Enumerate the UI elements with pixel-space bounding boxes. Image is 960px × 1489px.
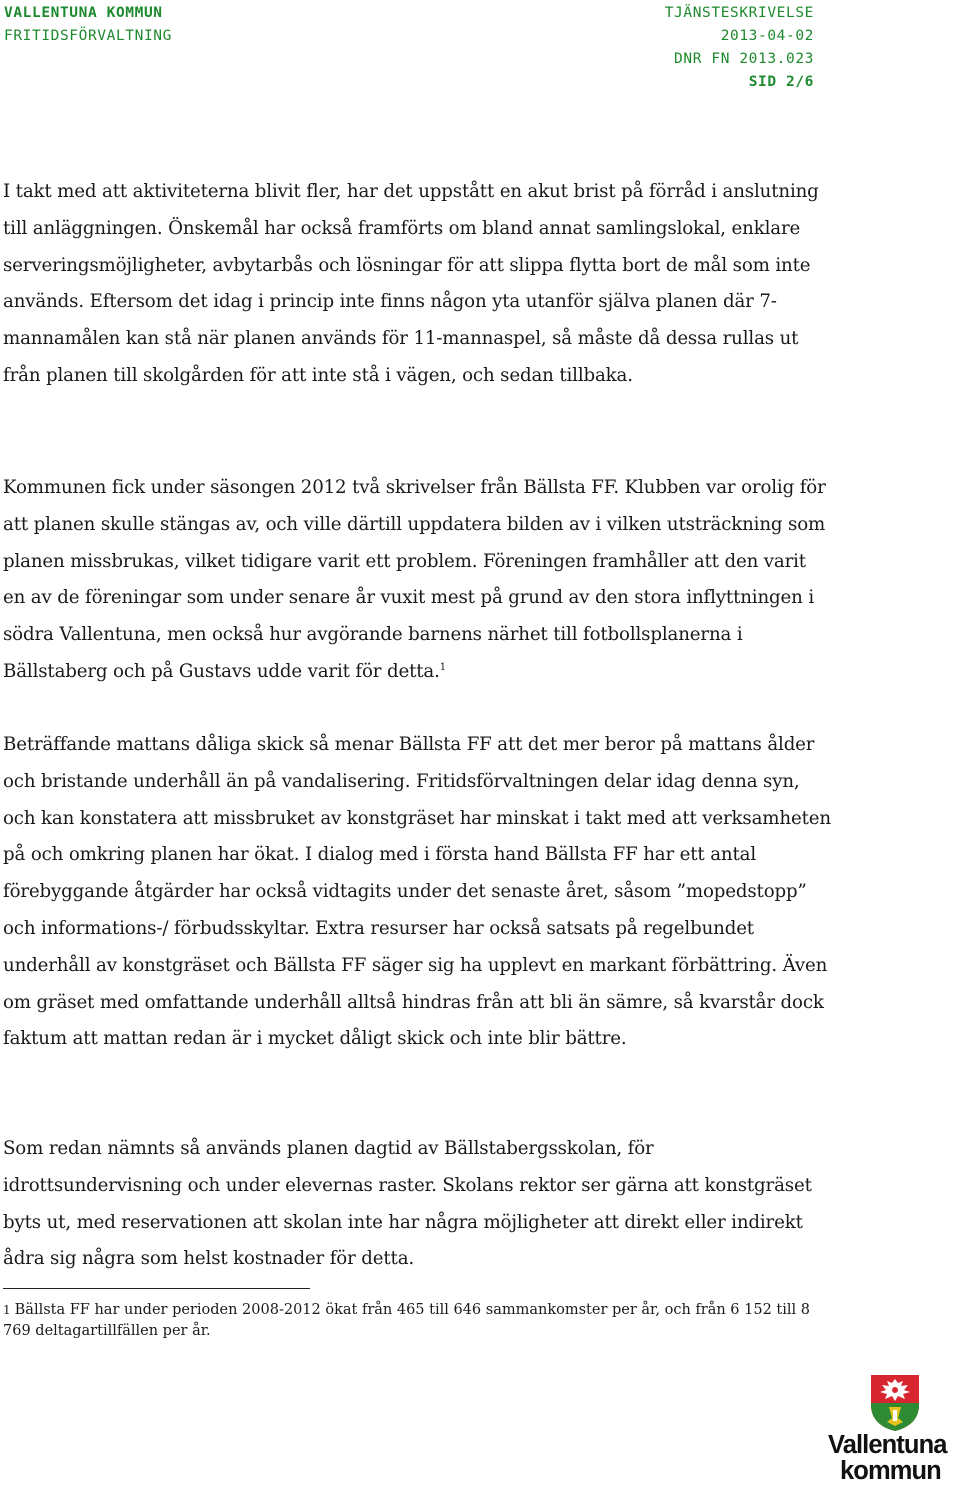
paragraph-2-text: Kommunen fick under säsongen 2012 två skrivelser från Bällsta FF. Klubben var orolig för att planen skulle stängas av, och ville därtill uppdatera bilden av i vilken utsträckning som planen missbrukas, vilket tidigare varit ett problem. Föreningen framhåller att den varit en av de föreningar som under senare år vuxit mest på grund av den stora inflyttningen i södra Vallentuna, men också hur avgörande barnens närhet till fotbollsplanerna i Bällstaberg och på Gustavs udde varit för detta. [3, 477, 826, 682]
paragraph-1: I takt med att aktiviteterna blivit fler, har det uppstått en akut brist på förråd i anslutning till anläggningen. Önskemål har också framförts om bland annat samlingslokal, enklare serveringsmöjligheter, avbytarbås och lösningar för att slippa flytta bort de mål som inte används. Eftersom det idag i princip inte finns någon yta utanför själva planen där 7-mannamålen kan stå när planen används för 11-mannaspel, så måste då dessa rullas ut från planen till skolgården för att inte stå i vägen, och sedan tillbaka. [3, 181, 819, 386]
footnote-number: 1 [3, 1303, 11, 1317]
coat-of-arms-icon [870, 1374, 920, 1432]
paragraph-4: Som redan nämnts så används planen dagtid av Bällstabergsskolan, för idrottsundervisning och under elevernas raster. Skolans rektor ser gärna att konstgräset byts ut, med reservationen att skolan inte har några möjligheter att direkt eller indirekt ådra sig några som helst kostnader för detta. [3, 1138, 812, 1270]
footnote-reference[interactable]: 1 [439, 661, 446, 673]
footnote [3, 1300, 833, 1342]
paragraph-2 [3, 470, 831, 691]
document-header-left [4, 2, 172, 48]
page-number: SID 2/6 [748, 74, 814, 90]
logo-line-1: Vallentuna [828, 1431, 947, 1459]
footnote-text: Bällsta FF har under perioden 2008-2012 ökat från 465 till 646 sammankomster per år, och från 6 152 till 8 769 deltagartillfällen per år. [3, 1302, 810, 1339]
document-date: 2013-04-02 [720, 28, 814, 44]
document-type: TJÄNSTESKRIVELSE [664, 5, 814, 21]
paragraph-3: Beträffande mattans dåliga skick så menar Bällsta FF att det mer beror på mattans ålder och bristande underhåll än på vandalisering. Fritidsförvaltningen delar idag denna syn, och kan konstatera att missbruket av konstgräset har minskat i takt med att verksamheten på och omkring planen har ökat. I dialog med i första hand Bällsta FF har ett antal förebyggande åtgärder har också vidtagits under det senaste året, såsom ”mopedstopp” och informations-/ förbudsskyltar. Extra resurser har också satsats på regelbundet underhåll av konstgräset och Bällsta FF säger sig ha upplevt en markant förbättring. Även om gräset med omfattande underhåll alltså hindras från att bli än sämre, så kvarstår dock faktum att mattan redan är i mycket dåligt skick och inte blir bättre. [3, 734, 831, 1050]
reference-number: DNR FN 2013.023 [674, 51, 814, 67]
municipality-logo [826, 1370, 960, 1489]
organization-name: VALLENTUNA KOMMUN [4, 5, 163, 21]
document-header-right [665, 2, 814, 94]
footnote-divider [3, 1288, 310, 1289]
department-name: FRITIDSFÖRVALTNING [4, 28, 172, 44]
logo-wordmark [828, 1432, 960, 1484]
logo-line-2: kommun [840, 1457, 941, 1485]
